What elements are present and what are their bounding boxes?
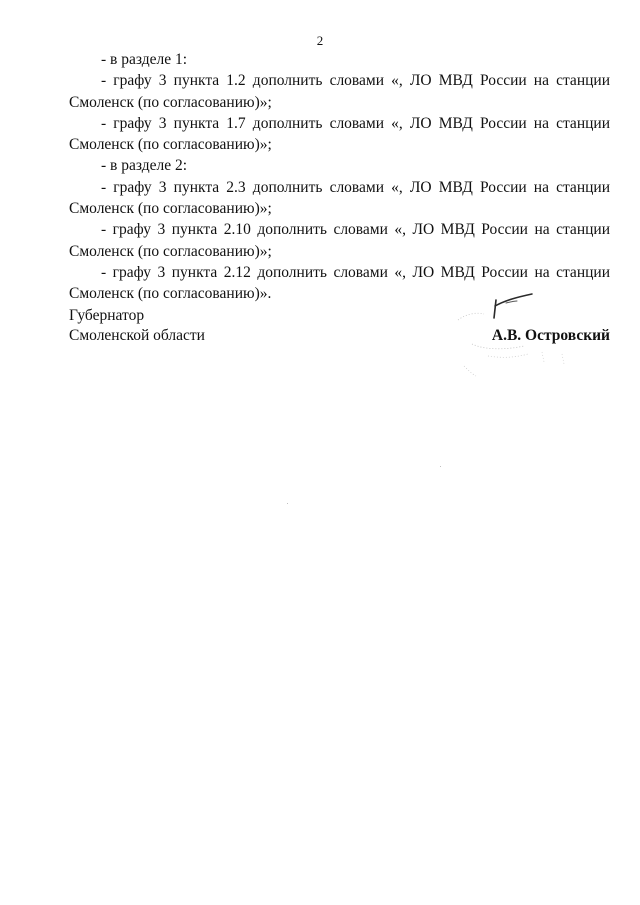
- paragraph-item-2-10: - графу 3 пункта 2.10 дополнить словами «, ЛО МВД России на станции Смоленск (по согласованию)»;: [69, 221, 610, 260]
- signature-block: [69, 306, 610, 406]
- paragraph-item-2-3: - графу 3 пункта 2.3 дополнить словами «, ЛО МВД России на станции Смоленск (по согласованию)»;: [69, 178, 610, 218]
- paragraph-item-1-2: - графу 3 пункта 1.2 дополнить словами «, ЛО МВД России на станции Смоленск (по согласованию)»;: [69, 72, 610, 111]
- document-body: [69, 49, 610, 305]
- signer-position: [69, 306, 205, 346]
- signer-name: А.В. Островский: [491, 327, 610, 344]
- signer-position-line1: Губернатор: [69, 307, 145, 324]
- scan-speck: [440, 466, 441, 467]
- paragraph-section-1: - в разделе 1:: [101, 51, 188, 68]
- paragraph-section-2: - в разделе 2:: [101, 157, 188, 175]
- signer-position-line2: Смоленской области: [69, 327, 205, 344]
- scan-speck: [287, 503, 288, 504]
- paragraph-item-2-12: - графу 3 пункта 2.12 дополнить словами «, ЛО МВД России на станции Смоленск (по согласованию)».: [69, 263, 610, 303]
- paragraph-item-1-7: - графу 3 пункта 1.7 дополнить словами «, ЛО МВД России на станции Смоленск (по согласованию)»;: [69, 114, 610, 154]
- page-number: 2: [316, 33, 324, 48]
